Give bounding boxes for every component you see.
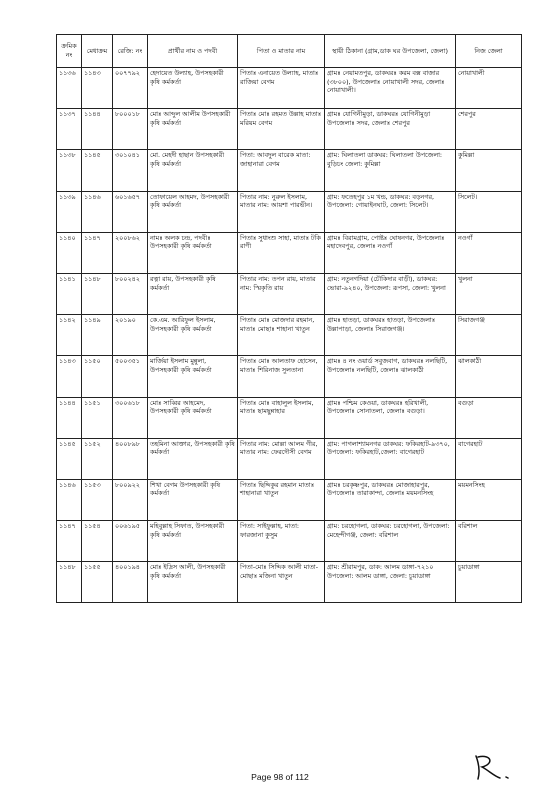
table-header-row [57, 35, 522, 68]
cell-merit: ১১৫১ [82, 397, 113, 438]
table-row [57, 68, 522, 109]
cell-reg-no: ২০১৯০ [113, 315, 148, 356]
cell-parents: পিতার নাম: নুরুল ইসলাম, মাতার নাম: আয়শা পারভীন। [238, 191, 325, 232]
table-row [57, 109, 522, 150]
cell-serial: ১১৪৮ [57, 562, 82, 603]
cell-home-district: ময়মনসিংহ [456, 479, 522, 520]
cell-address: গ্রামঃ ৪ নং ওয়ার্ড সবুজবাগ, ডাকঘরঃ নলছিটি, উপজেলাঃ নলছিটি, জেলাঃ ঝালকাঠী [325, 356, 456, 397]
cell-name-designation: নামঃ অলক চন্দ্র, পদবীঃ উপসহকারী কৃষি কর্মকর্তা [148, 232, 238, 273]
cell-merit: ১১৫৪ [82, 521, 113, 562]
cell-parents: পিতা-মোঃ সিদ্দিক আলী মাতা-মোছাঃ মজিনা খাতুন [238, 562, 325, 603]
cell-parents: পিতাঃ মোঃ আলতাফ হোসেন, মাতাঃ শিরিনাজ সুলতানা [238, 356, 325, 397]
cell-merit: ১১৪৪ [82, 109, 113, 150]
cell-home-district: সিলেট। [456, 191, 522, 232]
cell-serial: ১১৪৩ [57, 356, 82, 397]
cell-reg-no: ০০৬১৯৫ [113, 521, 148, 562]
cell-merit: ১১৫২ [82, 438, 113, 479]
cell-home-district: ঝালকাঠী [456, 356, 522, 397]
cell-reg-no: ৮০০০১৮ [113, 109, 148, 150]
header-serial: ক্রমিক নং [57, 35, 82, 68]
cell-home-district: বরিশাল [456, 521, 522, 562]
table-row [57, 562, 522, 603]
cell-parents: পিতাঃ ছিদ্দিকুর রহমান মাতাঃ শাহানারা খাতুন [238, 479, 325, 520]
header-name-designation: প্রার্থীর নাম ও পদবী [148, 35, 238, 68]
cell-reg-no: ৮০০৯২২ [113, 479, 148, 520]
header-home-district: নিজ জেলা [456, 35, 522, 68]
cell-serial: ১১৪৬ [57, 479, 82, 520]
cell-name-designation: তোফায়েল আহমদ, উপসহকারী কৃষি কর্মকর্তা [148, 191, 238, 232]
cell-parents: পিতাঃ সুধাংশু সাহা, মাতাঃ টকি রাণী [238, 232, 325, 273]
cell-reg-no: ৩০০৬১৮ [113, 397, 148, 438]
cell-home-district: খুলনা [456, 273, 522, 314]
cell-reg-no: ৬০১৬৫৭ [113, 191, 148, 232]
cell-address: গ্রামঃ হাতড়া, ডাকঘরঃ হাতড়া, উপজেলাঃ উল্লাপাড়া, জেলাঃ সিরাজগঞ্জ। [325, 315, 456, 356]
table-row [57, 150, 522, 191]
cell-merit: ১১৪৮ [82, 273, 113, 314]
cell-home-district: বগুড়া [456, 397, 522, 438]
cell-serial: ১১৪৪ [57, 397, 82, 438]
cell-serial: ১১৪২ [57, 315, 82, 356]
cell-parents: পিতাঃ মোঃ মোজদার রহমান, মাতাঃ মোছাঃ শাহানা খাতুন [238, 315, 325, 356]
cell-home-district: বাগেরহাট [456, 438, 522, 479]
cell-merit: ১১৫৫ [82, 562, 113, 603]
cell-parents: পিতার নাম: তপন রায়, মাতার নাম: স্মিকৃতি রায় [238, 273, 325, 314]
cell-serial: ১১৪৫ [57, 438, 82, 479]
table-row [57, 521, 522, 562]
cell-address: গ্রাম: চরহোগলা, ডাকঘর: চরহোগলা, উপজেলা: মেহেন্দীগঞ্জ, জেলা: বরিশাল [325, 521, 456, 562]
cell-address: গ্রামঃ পশ্চিম কেওয়া, ডাকঘরঃ হরিখালী, উপজেলাঃ সোনাতলা, জেলাঃ বগুড়া। [325, 397, 456, 438]
cell-home-district: কুমিল্লা [456, 150, 522, 191]
cell-name-designation: মহিবুল্লাহ সিফাত, উপসহকারী কৃষি কর্মকর্তা [148, 521, 238, 562]
header-reg-no: রেজি: নং [113, 35, 148, 68]
cell-address: গ্রাম: পাগলাশ্যামনগর ডাকঘর: ফকিরহাট-৯৩৭০, উপজেলা: ফকিরহাট,জেলা: বাগেরহাট [325, 438, 456, 479]
table-row [57, 232, 522, 273]
page-number: Page 98 of 112 [251, 772, 309, 782]
cell-name-designation: রত্না রায়, উপসহকারী কৃষি কর্মকর্তা [148, 273, 238, 314]
cell-name-designation: মোঃ সাব্বির আহমেদ, উপসহকারী কৃষি কর্মকর্তা [148, 397, 238, 438]
cell-home-district: নোয়াখালী [456, 68, 522, 109]
cell-name-designation: মোঃ ইদ্রিস আলী, উপসহকারী কৃষি কর্মকর্তা [148, 562, 238, 603]
table-row [57, 356, 522, 397]
table-row [57, 273, 522, 314]
table-row [57, 191, 522, 232]
cell-merit: ১১৪৯ [82, 315, 113, 356]
cell-merit: ১১৪৭ [82, 232, 113, 273]
header-merit: মেধাক্রম [82, 35, 113, 68]
header-parents: পিতা ও মাতার নাম [238, 35, 325, 68]
cell-name-designation: মোঃ আব্দুল আলীম উপসহকারী কৃষি কর্মকর্তা [148, 109, 238, 150]
cell-reg-no: ৪০০১৯৪ [113, 562, 148, 603]
cell-reg-no: ৩০১০৪১ [113, 150, 148, 191]
cell-address: গ্রাম: শ্রীরামপুর, ডাক: আলম ডাঙ্গা-৭২১০ উপজেলা: আলম ডাঙ্গা, জেলা: চুয়াডাঙ্গা [325, 562, 456, 603]
cell-reg-no: ৪০০৮৯৮ [113, 438, 148, 479]
cell-reg-no: ৮০০২৪২ [113, 273, 148, 314]
table-row [57, 397, 522, 438]
cell-serial: ১১৪০ [57, 232, 82, 273]
cell-merit: ১১৪৫ [82, 150, 113, 191]
cell-parents: পিতাঃ মোঃ বাহালুল ইসলাম, মাতাঃ ছামছুন্নাহার [238, 397, 325, 438]
cell-serial: ১১৪১ [57, 273, 82, 314]
signature-mark [470, 752, 520, 782]
cell-parents: পিতা: আবদুল বারেক মাতা: জাহানারা বেগম [238, 150, 325, 191]
candidate-table [56, 34, 522, 603]
cell-serial: ১১৩৮ [57, 150, 82, 191]
cell-name-designation: মার্জিয়া ইসলাম মুন্নুলা, উপসহকারী কৃষি কর্মকর্তা [148, 356, 238, 397]
cell-name-designation: শিখা বেগম উপসহকারী কৃষি কর্মকর্তা [148, 479, 238, 520]
cell-serial: ১১৪৭ [57, 521, 82, 562]
cell-reg-no: ৫০০৩৫১ [113, 356, 148, 397]
table-row [57, 315, 522, 356]
header-address: স্থায়ী ঠিকানা (গ্রাম,ডাক ঘর উপজেলা, জেলা) [325, 35, 456, 68]
cell-merit: ১১৪৬ [82, 191, 113, 232]
cell-merit: ১১৫৩ [82, 479, 113, 520]
cell-address: গ্রামঃ যোগিনীমুড়া, ডাকঘরঃ যোগিনীমুড়া উপজেলাঃ সদর, জেলাঃ শেরপুর [325, 109, 456, 150]
cell-reg-no: ০০৭৭৯২ [113, 68, 148, 109]
cell-address: গ্রাম: নতুনগদিয়া (চৌকিদার বাড়ী), ডাকঘর: ভোরা-৯২৪০, উপজেলা: রূপসা, জেলা: খুলনা [325, 273, 456, 314]
cell-name-designation: মো. মেহদী হাছান উপসহকারী কৃষি কর্মকর্তা [148, 150, 238, 191]
cell-serial: ১১৩৯ [57, 191, 82, 232]
cell-name-designation: হেদায়েত উল্যাহ, উপসহকারী কৃষি কর্মকর্তা [148, 68, 238, 109]
cell-home-district: চুয়াডাঙ্গা [456, 562, 522, 603]
cell-parents: পিতাঃ এনায়েত উল্যাহ, মাতাঃ রাজিয়া বেগম [238, 68, 325, 109]
cell-name-designation: কে.এম. আরিফুল ইসলাম, উপসহকারী কৃষি কর্মকর্তা [148, 315, 238, 356]
cell-address: গ্রামঃ বিরামগ্রাম, পোষ্টঃ ঘোষনগর, উপজেলাঃ মহাদেবপুর, জেলাঃ নওগাঁ [325, 232, 456, 273]
cell-home-district: শেরপুর [456, 109, 522, 150]
cell-merit: ১১৪৩ [82, 68, 113, 109]
cell-parents: পিতাঃ মোঃ রহমত উল্লাহ মাতাঃ মরিয়ম বেগম [238, 109, 325, 150]
cell-parents: পিতা: সাইফুল্লাহ, মাতা: ফারজানা কুসুম [238, 521, 325, 562]
cell-merit: ১১৫০ [82, 356, 113, 397]
cell-serial: ১১৩৬ [57, 68, 82, 109]
cell-parents: পিতার নাম: মোল্লা আলম গীর, মাতার নাম: ফেরদৌসী বেগম [238, 438, 325, 479]
cell-reg-no: ২০০৮৬২ [113, 232, 148, 273]
cell-address: গ্রামঃ চরকৃষ্ণপুর, ডাকঘরঃ মোজাহারপুর, উপজেলাঃ তারাকান্দা, জেলাঃ ময়মনসিংহ [325, 479, 456, 520]
cell-home-district: সিরাজগঞ্জ [456, 315, 522, 356]
cell-address: গ্রাম: ঘিলাতলা ডাকঘর: ঘিলাতলা উপজেলা: বুড়িচং জেলা: কুমিল্লা [325, 150, 456, 191]
cell-serial: ১১৩৭ [57, 109, 82, 150]
cell-address: গ্রাম: ফতেহপুর ১ম খন্ড, ডাকঘর: বড়নগর, উপজেলা: গোয়াইনঘাট, জেলা: সিলেট। [325, 191, 456, 232]
cell-home-district: নওগাঁ [456, 232, 522, 273]
cell-name-designation: তহমিনা আক্তার, উপসহকারী কৃষি কর্মকর্তা [148, 438, 238, 479]
cell-address: গ্রামঃ নেয়ামতপুর, ডাকঘরঃ করম বক্স বাজার (৩৮০০), উপজেলাঃ নোয়াখালী সদর, জেলাঃ নোয়াখালী। [325, 68, 456, 109]
table-row [57, 438, 522, 479]
table-row [57, 479, 522, 520]
